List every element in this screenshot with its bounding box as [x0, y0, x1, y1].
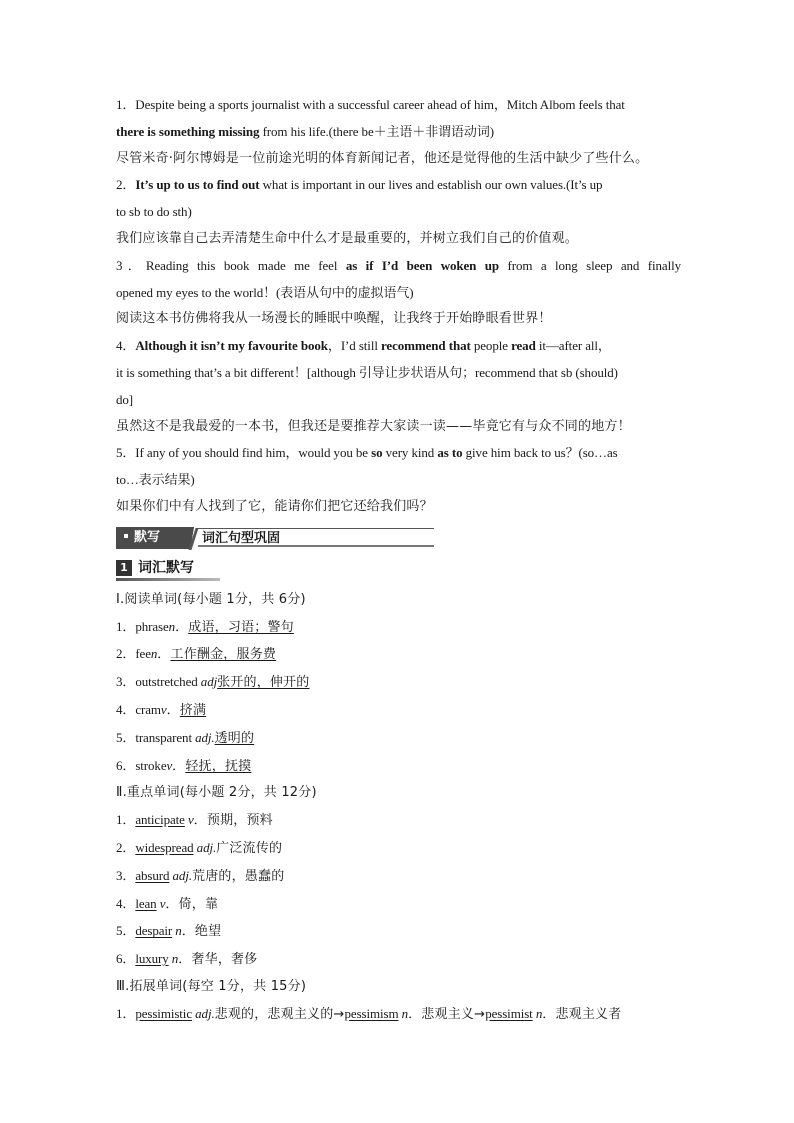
part-of-speech: n	[168, 618, 176, 634]
sentence-bold: there is something missing	[116, 123, 260, 139]
square-bullet-icon	[124, 534, 128, 538]
list-item	[116, 835, 681, 863]
item-number: 6．	[116, 757, 136, 773]
item-number: 1．	[116, 618, 136, 634]
part-of-speech: n	[398, 1005, 409, 1021]
sentence-4-line-1	[116, 333, 681, 360]
sentence-text: give him back to us？(so…as	[462, 445, 618, 461]
sentence-bold: as to	[437, 445, 463, 461]
sentence-4-line-3: do]	[116, 391, 134, 407]
item-number: 1．	[116, 1005, 136, 1021]
sentence-5-line-1	[116, 440, 681, 467]
answer-word: absurd	[135, 867, 170, 883]
list-item	[116, 891, 681, 919]
item-number: 3．	[116, 867, 136, 883]
sentence-3-line-2: opened my eyes to the world！(表语从句中的虚拟语气)	[116, 284, 414, 300]
sentence-bold: as if I’d been woken up	[345, 257, 500, 273]
subheading-label: 词汇默写	[138, 559, 194, 576]
list-item	[116, 863, 681, 891]
sentence-bold: It’s up to us to find out	[135, 177, 260, 193]
answer-word: pessimistic	[135, 1005, 192, 1021]
answer-text: 成语，习语；警句	[188, 619, 294, 635]
sentence-number: 2．	[116, 177, 136, 193]
sentence-2-translation: 我们应该靠自己去弄清楚生命中什么才是最重要的，并树立我们自己的价值观。	[116, 230, 579, 246]
sentence-3-line-1	[116, 253, 681, 280]
part-of-speech: v	[160, 701, 167, 717]
answer-text: 挤满	[179, 702, 207, 718]
sentence-bold: so	[371, 445, 383, 461]
sentence-5-line-2: to…表示结果)	[116, 472, 195, 488]
separator: ．	[166, 702, 180, 718]
subheading-underline	[116, 578, 220, 581]
sentence-bold: read	[511, 338, 536, 354]
sentence-1-line-2	[116, 119, 681, 146]
list-item	[116, 753, 681, 781]
sentence-4-translation: 虽然这不是我最爱的一本书，但我还是要推荐大家读一读——毕竟它有与众不同的地方！	[116, 418, 631, 434]
meaning: 悲观的，悲观主义的→	[214, 1006, 345, 1022]
sentence-text: what is important in our lives and establish our own values.(It’s up	[259, 177, 603, 193]
meaning: ．悲观主义者	[542, 1006, 622, 1022]
answer-word: pessimist	[485, 1005, 533, 1021]
sentence-text: people	[470, 338, 512, 354]
answer-word: lean	[135, 895, 157, 911]
sentence-text: very kind	[382, 445, 438, 461]
sentence-1-line-1	[116, 92, 681, 119]
list-item	[116, 725, 681, 753]
answer-text: 轻抚，抚摸	[185, 758, 252, 774]
part-1-list	[116, 614, 681, 781]
sentence-bold: Although it isn’t my favourite book	[135, 338, 328, 354]
answer-text: 透明的	[214, 730, 255, 746]
part-of-speech: adj	[200, 674, 218, 690]
sentence-text: 5．If any of you should find him，would you be	[116, 445, 372, 461]
answer-word: luxury	[135, 951, 169, 967]
separator: ．	[172, 758, 186, 774]
part-of-speech: n	[150, 646, 158, 662]
vocab-word: stroke	[135, 757, 167, 773]
sentence-text: 1．Despite being a sports journalist with a successful career ahead of him，Mitch Albom feels that	[116, 97, 625, 112]
sentence-text: ，I’d still	[327, 338, 381, 354]
list-item	[116, 697, 681, 725]
list-item	[116, 614, 681, 642]
sentence-5-translation: 如果你们中有人找到了它，能请你们把它还给我们吗？	[116, 498, 433, 514]
meaning: 荒唐的，愚蠢的	[192, 868, 285, 884]
meaning: ．绝望	[181, 924, 222, 940]
part-of-speech: adj.	[193, 839, 217, 855]
part-of-speech: v	[156, 895, 166, 911]
part-of-speech: adj.	[195, 729, 215, 745]
subheading-number-badge: 1	[116, 560, 132, 576]
answer-text: 张开的，伸开的	[217, 675, 310, 691]
list-item	[116, 669, 681, 697]
answer-word: widespread	[135, 839, 194, 855]
banner-title-box	[198, 528, 434, 547]
meaning: ．倚，靠	[165, 896, 219, 912]
part-1-title: Ⅰ.阅读单词(每小题 1分，共 6分)	[116, 591, 306, 607]
part-of-speech: n	[172, 923, 182, 939]
part-3-title: Ⅲ.拓展单词(每空 1分，共 15分)	[116, 978, 307, 994]
part-2-list	[116, 807, 681, 974]
banner-left-label: 默写	[134, 529, 161, 545]
list-item	[116, 641, 681, 669]
item-number: 2．	[116, 839, 136, 855]
sentence-text: from his life.(there be＋主语＋非谓语动词)	[259, 123, 494, 139]
part-3-item-1	[116, 1001, 681, 1029]
vocab-word: transparent	[135, 729, 196, 745]
answer-word: pessimism	[344, 1005, 399, 1021]
part-of-speech: adj.	[192, 1005, 215, 1021]
list-item	[116, 946, 681, 974]
sentence-2-line-2: to sb to do sth)	[116, 204, 192, 220]
section-banner	[116, 527, 436, 549]
list-item	[116, 918, 681, 946]
sentence-text: 3．Reading this book made me feel	[116, 257, 346, 273]
item-number: 5．	[116, 729, 136, 745]
meaning: ．悲观主义→	[408, 1006, 486, 1022]
sentence-number: 4．	[116, 338, 136, 354]
banner-label-box	[116, 527, 190, 549]
item-number: 1．	[116, 812, 136, 828]
banner-right-label: 词汇句型巩固	[202, 530, 281, 546]
subheading	[116, 557, 681, 581]
part-2-title: Ⅱ.重点单词(每小题 2分，共 12分)	[116, 785, 317, 801]
item-number: 2．	[116, 646, 136, 662]
part-of-speech: v	[166, 757, 173, 773]
sentence-text: it—after all，	[535, 338, 611, 354]
meaning: ．预期，预料	[193, 813, 273, 829]
meaning: ．奢华，奢侈	[178, 952, 258, 968]
document-page	[116, 92, 681, 1029]
part-of-speech: adj.	[169, 867, 192, 883]
item-number: 4．	[116, 701, 136, 717]
sentence-2-line-1	[116, 172, 681, 199]
part-of-speech: v	[184, 812, 194, 828]
item-number: 6．	[116, 951, 136, 967]
part-of-speech: n	[168, 951, 179, 967]
answer-word: despair	[135, 923, 173, 939]
vocab-word: cram	[135, 701, 161, 717]
separator: ．	[157, 647, 171, 663]
meaning: 广泛流传的	[216, 840, 283, 856]
sentence-text: from a long sleep and finally	[499, 257, 681, 273]
part-of-speech: n	[532, 1005, 543, 1021]
sentence-1-translation: 尽管米奇·阿尔博姆是一位前途光明的体育新闻记者，他还是觉得他的生活中缺少了些什么。	[116, 150, 649, 166]
vocab-word: phrase	[135, 618, 169, 634]
separator: ．	[175, 619, 189, 635]
sentence-3-translation: 阅读这本书仿佛将我从一场漫长的睡眠中唤醒，让我终于开始睁眼看世界！	[116, 311, 552, 327]
answer-text: 工作酬金，服务费	[170, 647, 277, 663]
item-number: 3．	[116, 674, 136, 690]
vocab-word: fee	[135, 646, 151, 662]
sentence-4-line-2: it is something that’s a bit different！[although 引导让步状语从句；recommend that sb (should)	[116, 364, 618, 380]
list-item	[116, 807, 681, 835]
answer-word: anticipate	[135, 812, 185, 828]
item-number: 5．	[116, 923, 136, 939]
vocab-word: outstretched	[135, 674, 201, 690]
sentence-bold: recommend that	[381, 338, 471, 354]
item-number: 4．	[116, 895, 136, 911]
